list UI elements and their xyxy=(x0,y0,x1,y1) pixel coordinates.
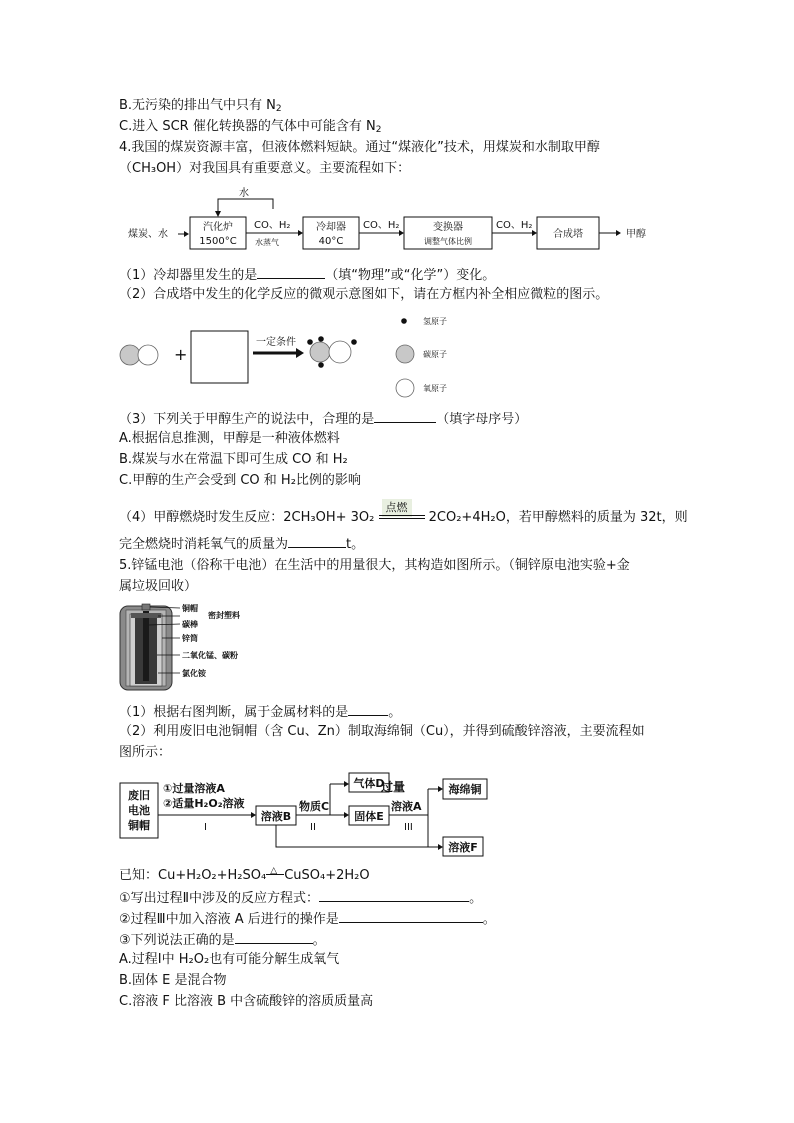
q5-known: 已知：Cu+H₂O₂+H₂SO₄ △ CuSO₄+2H₂O xyxy=(119,866,370,883)
flow-solution-b: 溶液B xyxy=(260,810,292,823)
battery-label-nh4cl: 氯化铵 xyxy=(182,669,206,678)
q5-q3: ③下列说法正确的是 。 xyxy=(119,930,326,950)
flow-step2-num: II xyxy=(310,822,316,833)
flow-start-line3: 铜帽 xyxy=(128,819,150,832)
legend-carbon: 碳原子 xyxy=(423,350,447,359)
battery-label-sealing: 密封塑料 xyxy=(208,611,240,620)
flow-start-line1: 废旧 xyxy=(128,789,150,802)
flow-gas-d-extra: 过量 xyxy=(381,780,406,794)
flow-cooler-line2: 40°C xyxy=(318,236,344,247)
q5-sub1: （1）根据右图判断，属于金属材料的是 。 xyxy=(119,702,401,722)
product-oxygen-atom xyxy=(329,341,351,363)
q5-intro-line1: 5.锌锰电池（俗称干电池）在生活中的用量很大，其构造如图所示。（铜锌原电池实验+金 xyxy=(119,558,630,573)
legend-hydrogen-icon xyxy=(401,318,407,324)
flow-gasifier-line2: 1500°C xyxy=(199,236,237,247)
product-hydrogen-atom xyxy=(318,336,324,342)
flow-solution-f: 溶液F xyxy=(448,841,478,854)
flow-gas-d: 气体D xyxy=(353,777,385,790)
micro-plus: + xyxy=(174,345,188,364)
q5-opt-b: B.固体 E 是混合物 xyxy=(119,973,227,988)
flow-step1-num: I xyxy=(204,822,207,833)
flow-solid-e: 固体E xyxy=(354,810,384,823)
q4-sub1: （1）冷却器里发生的是 （填“物理”或“化学”）变化。 xyxy=(119,265,495,285)
flow-steam-label: 水蒸气 xyxy=(255,238,279,247)
q4-intro-line1: 4.我国的煤炭资源丰富，但液体燃料短缺。通过“煤液化”技术，用煤炭和水制取甲醇 xyxy=(119,140,600,155)
q5-flow-diagram xyxy=(118,770,498,860)
flow-co-h2-1: CO、H₂ xyxy=(254,220,291,231)
q5-q1: ①写出过程Ⅱ中涉及的反应方程式： 。 xyxy=(119,888,482,908)
q4-sub4-line2: 完全燃烧时消耗氧气的质量为 t。 xyxy=(119,534,364,554)
flow-sponge-copper: 海绵铜 xyxy=(448,783,482,796)
q4-sub4: （4）甲醇燃烧时发生反应：2CH₃OH+ 3O₂ 点燃 2CO₂+4H₂O，若甲醇燃料的质量为 32t，则 xyxy=(119,501,688,525)
q3-option-c: C.进入 SCR 催化转换器的气体中可能含有 $N_2$ xyxy=(119,119,382,135)
q3-option-b: B.无污染的排出气中只有 $N_2$ xyxy=(119,98,282,114)
flow-cooler-line1: 冷却器 xyxy=(316,222,346,233)
q4-sub3: （3）下列关于甲醇生产的说法中，合理的是 （填字母序号） xyxy=(119,409,527,429)
q4-flow-diagram xyxy=(128,182,668,262)
q4-opt-a: A.根据信息推测，甲醇是一种液体燃料 xyxy=(119,431,340,446)
flow-co-h2-3: CO、H₂ xyxy=(496,220,533,231)
flow-input-label: 煤炭、水 xyxy=(128,229,168,240)
q4-micro-diagram xyxy=(118,310,478,400)
flow-substance-c: 物质C xyxy=(299,800,330,813)
oxygen-atom xyxy=(138,345,158,365)
legend-hydrogen: 氢原子 xyxy=(423,317,447,326)
battery-label-carbon-rod: 碳棒 xyxy=(182,620,198,629)
q4-opt-b: B.煤炭与水在常温下即可生成 CO 和 H₂ xyxy=(119,452,348,467)
q5-q2: ②过程Ⅲ中加入溶液 A 后进行的操作是 。 xyxy=(119,909,496,929)
flow-solution-a: 溶液A xyxy=(391,800,422,813)
sealing-plastic xyxy=(131,613,161,618)
flow-synthesis-label: 合成塔 xyxy=(553,229,583,240)
flow-co-h2-2: CO、H₂ xyxy=(363,220,400,231)
q4-intro-line2: （CH₃OH）对我国具有重要意义。主要流程如下： xyxy=(119,161,411,176)
battery-label-copper-cap: 铜帽 xyxy=(182,604,198,613)
heat-condition: △ xyxy=(266,867,284,881)
carbon-rod xyxy=(143,611,149,681)
q5-sub2-line1: （2）利用废旧电池铜帽（含 Cu、Zn）制取海绵铜（Cu），并得到硫酸锌溶液，主要流程如 xyxy=(119,724,645,739)
flow-converter-line1: 变换器 xyxy=(433,222,463,233)
flow-output-label: 甲醇 xyxy=(626,229,646,240)
flow-step1-top1: ①过量溶液A xyxy=(163,782,225,795)
carbon-atom xyxy=(120,345,140,365)
flow-start-line2: 电池 xyxy=(128,804,150,817)
product-carbon-atom xyxy=(310,342,330,362)
product-hydrogen-atom xyxy=(318,362,324,368)
flow-water-label: 水 xyxy=(239,188,249,199)
product-hydrogen-atom xyxy=(307,339,313,345)
legend-carbon-icon xyxy=(396,345,414,363)
flow-converter-line2: 调整气体比例 xyxy=(424,237,472,246)
micro-condition: 一定条件 xyxy=(256,337,296,348)
battery-label-zinc-can: 锌筒 xyxy=(182,634,198,643)
flow-step1-top2: ②适量H₂O₂溶液 xyxy=(163,797,245,810)
flow-step3-num: III xyxy=(404,822,413,833)
flow-gasifier-line1: 汽化炉 xyxy=(203,222,233,233)
copper-cap xyxy=(142,604,150,610)
q4-sub2: （2）合成塔中发生的化学反应的微观示意图如下，请在方框内补全相应微粒的图示。 xyxy=(119,287,609,302)
answer-box[interactable] xyxy=(191,331,248,383)
legend-oxygen: 氧原子 xyxy=(423,384,447,393)
legend-oxygen-icon xyxy=(396,379,414,397)
q5-opt-c: C.溶液 F 比溶液 B 中含硫酸锌的溶质质量高 xyxy=(119,994,374,1009)
q4-opt-c: C.甲醇的生产会受到 CO 和 H₂比例的影响 xyxy=(119,473,361,488)
battery-label-mno2: 二氧化锰、碳粉 xyxy=(182,651,238,660)
product-hydrogen-atom xyxy=(351,339,357,345)
q5-sub2-line2: 图所示： xyxy=(119,745,172,760)
battery-diagram xyxy=(118,601,258,693)
q5-opt-a: A.过程Ⅰ中 H₂O₂也有可能分解生成氧气 xyxy=(119,952,340,967)
q5-intro-line2: 属垃圾回收） xyxy=(119,579,198,594)
combustion-condition: 点燃 xyxy=(379,509,425,527)
